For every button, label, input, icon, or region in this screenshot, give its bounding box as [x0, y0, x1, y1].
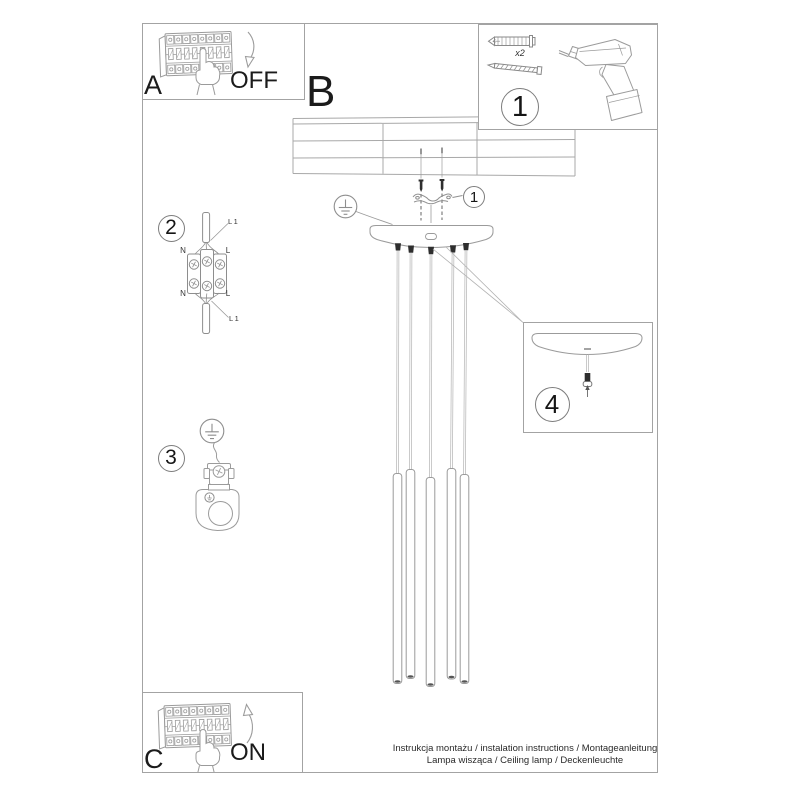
step-4-badge: 4	[535, 387, 570, 422]
wire-top	[203, 213, 210, 243]
canopy-drawing	[370, 226, 493, 255]
strain-relief-cap	[426, 234, 437, 240]
anchor-quantity-label: x2	[515, 48, 525, 58]
terminal-label-n-top: N	[180, 246, 186, 255]
step-2-badge: 2	[158, 215, 185, 242]
pendant-tube	[393, 474, 402, 684]
pendant-tube	[460, 475, 469, 684]
ground-clamp-drawing	[196, 419, 239, 530]
section-c-art	[143, 693, 302, 772]
terminal-block-drawing	[188, 213, 229, 334]
wire-label-l1-bottom: L1	[229, 313, 241, 323]
bracket-callout-badge: 1	[463, 186, 485, 208]
mounting-bracket	[413, 194, 463, 204]
grub-screw-icon	[585, 373, 591, 381]
detail-leader-lines	[433, 247, 523, 323]
section-c-label: C	[144, 744, 164, 774]
pendant-tube	[447, 469, 456, 680]
section-c-box	[142, 692, 303, 773]
terminal-label-l-bottom: L	[225, 289, 231, 298]
terminal-label-l-top: L	[225, 246, 231, 255]
wire-bottom	[203, 304, 210, 334]
mounting-screws	[419, 154, 445, 223]
wall-plug-icon	[489, 36, 536, 48]
screw-icon	[419, 179, 445, 192]
section-b-label: B	[306, 67, 336, 116]
switch-on-label: ON	[230, 739, 266, 766]
arrow-up-icon	[244, 705, 253, 744]
pendant-tube	[426, 478, 435, 687]
suspension-cables	[397, 247, 523, 478]
screw-icon	[488, 61, 542, 74]
breaker-panel-icon	[159, 31, 232, 76]
section-a-label: A	[144, 70, 163, 100]
footer-caption-line1: Instrukcja montażu / instalation instructions / Montageanleitung	[392, 743, 658, 754]
pendant-tube	[406, 470, 415, 679]
step-3-badge: 3	[158, 445, 185, 472]
step-1-badge: 1	[501, 88, 539, 126]
drill-icon	[559, 40, 642, 121]
terminal-label-n-bottom: N	[180, 289, 186, 298]
arrow-down-icon	[246, 32, 255, 67]
section-a-art	[143, 24, 304, 99]
section-a-box	[142, 23, 305, 100]
wire-label-l1-top: L1	[228, 216, 240, 226]
switch-off-label: OFF	[230, 67, 278, 94]
pendant-tubes	[393, 469, 469, 687]
footer-caption-line2: Lampa wisząca / Ceiling lamp / Deckenleuchte	[426, 755, 624, 766]
ground-symbol	[334, 195, 392, 224]
